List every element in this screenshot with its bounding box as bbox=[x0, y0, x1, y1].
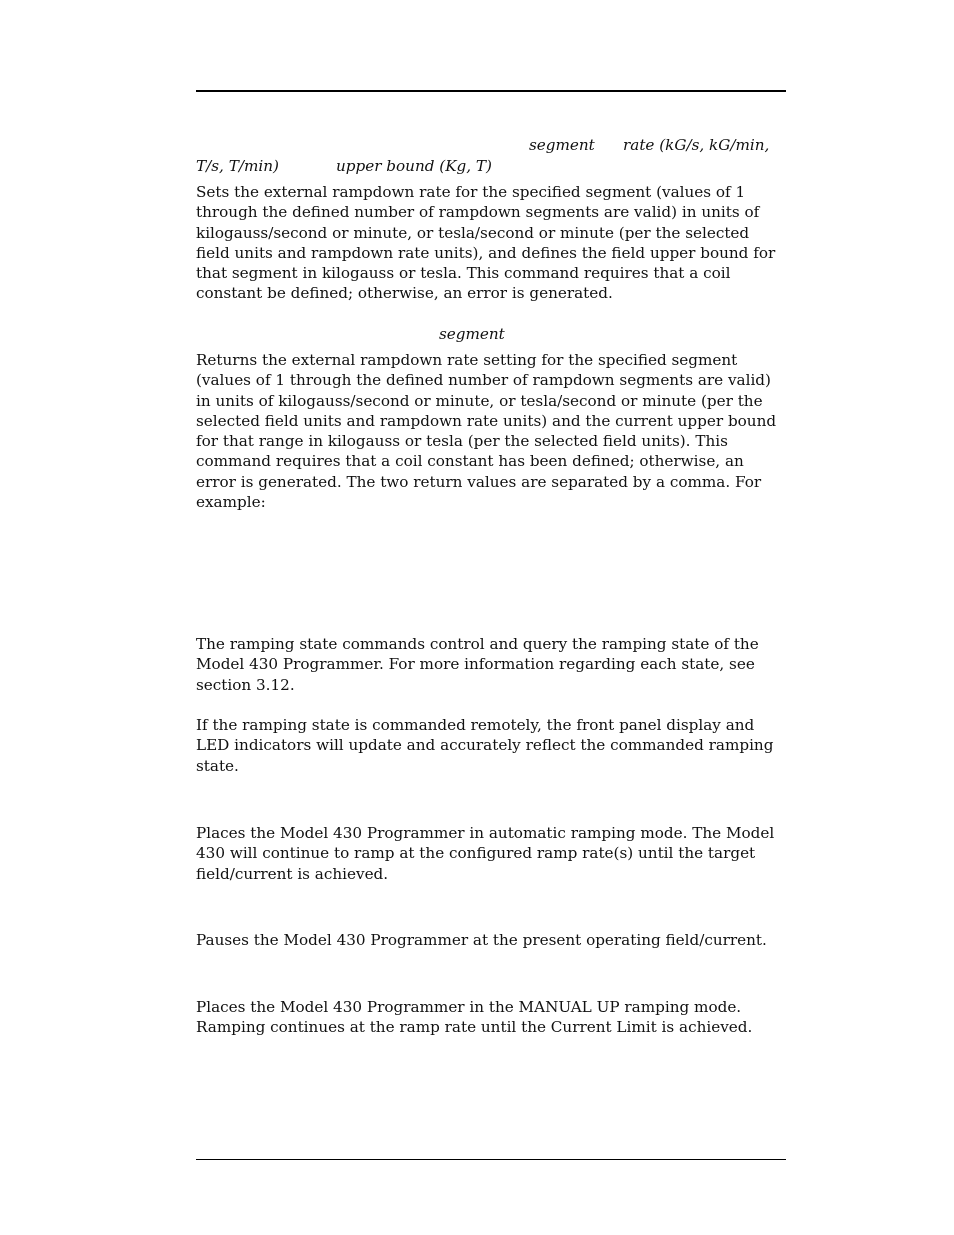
paragraph-remote-command-note: If the ramping state is commanded remotely, the front panel display and LED indicators will update and accurately reflect the commanded ramping state. bbox=[196, 716, 774, 775]
paragraph-ramp-command: Places the Model 430 Programmer in automatic ramping mode. The Model 430 will continue to ramp at the configured ramp rate(s) until the target field/current is achieved. bbox=[196, 824, 775, 883]
footer-rule bbox=[196, 1159, 786, 1160]
syntax-rate-param: rate (kG/s, kG/min, bbox=[623, 136, 770, 154]
paragraph-pause-command: Pauses the Model 430 Programmer at the present operating field/current. bbox=[196, 931, 767, 949]
paragraph-manual-up-command: Places the Model 430 Programmer in the MANUAL UP ramping mode. Ramping continues at the ramp rate until the Current Limit is achieved. bbox=[196, 998, 753, 1037]
paragraph-ramping-state-intro: The ramping state commands control and query the ramping state of the Model 430 Programmer. For more information regarding each state, see section 3.12. bbox=[196, 635, 759, 694]
syntax-query-segment-param: segment bbox=[439, 325, 505, 343]
paragraph-set-rampdown-rate: Sets the external rampdown rate for the specified segment (values of 1 through the defined number of rampdown segments are valid) in units of kilogauss/second or minute, or tesla/second or minute (per the selected field units and rampdown rate units), and defines the field upper bound for that segment in kilogauss or tesla. This command requires that a coil constant be defined; otherwise, an error is generated. bbox=[196, 183, 776, 303]
header-rule bbox=[196, 90, 786, 92]
syntax-segment-param: segment bbox=[529, 136, 595, 154]
syntax-rate-units-cont: T/s, T/min) bbox=[196, 157, 279, 175]
paragraph-query-rampdown-rate: Returns the external rampdown rate setting for the specified segment (values of 1 through the defined number of rampdown segments are valid) in units of kilogauss/second or minute, or tesla/second or minute (per the selected field units and rampdown rate units) and the current upper bound for that range in kilogauss or tesla (per the selected field units). This command requires that a coil constant has been defined; otherwise, an error is generated. The two return values are separated by a comma. For example: bbox=[196, 351, 777, 512]
syntax-upper-bound-param: upper bound (Kg, T) bbox=[336, 157, 492, 175]
